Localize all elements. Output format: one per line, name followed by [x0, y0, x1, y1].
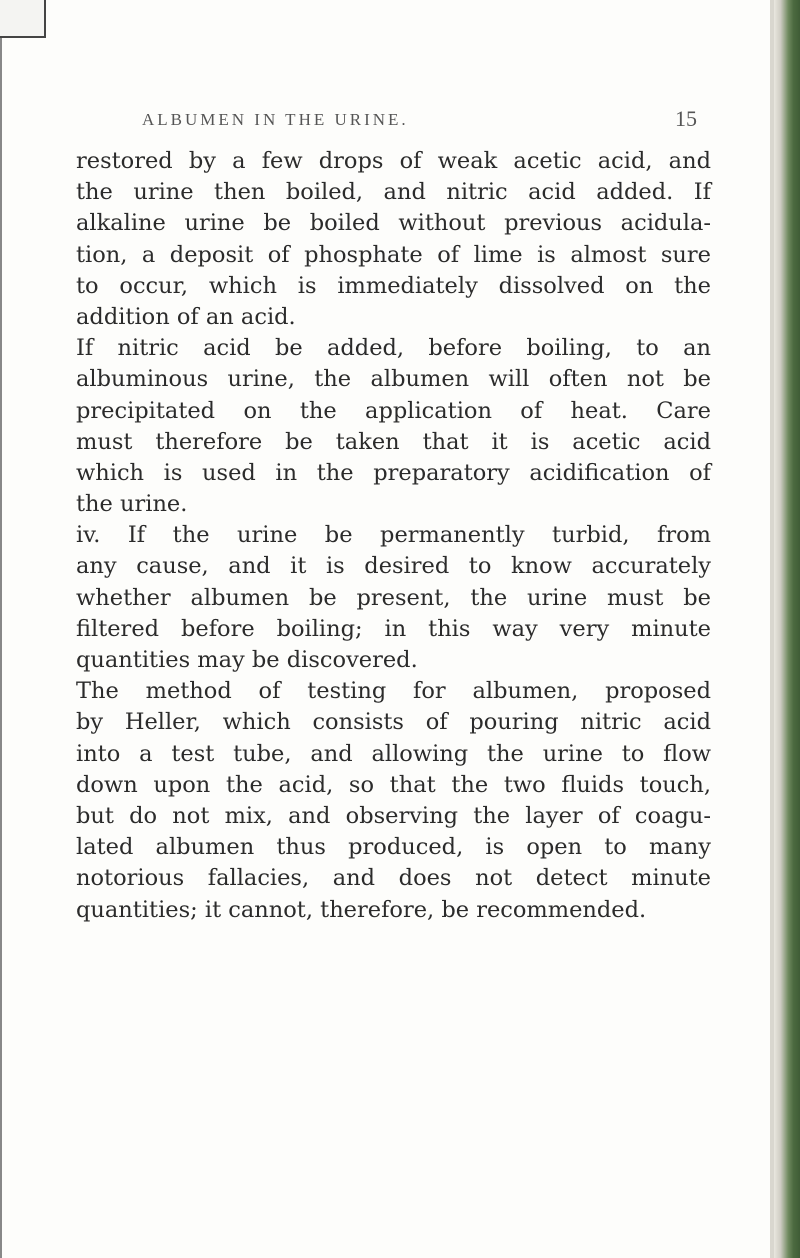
body-text	[76, 146, 711, 926]
text-line: albuminous urine, the albumen will often not be	[76, 366, 711, 393]
running-head: ALBUMEN IN THE URINE.	[142, 110, 409, 129]
page-left-edge	[0, 38, 2, 1258]
book-spine	[774, 0, 800, 1258]
text-line: tion, a deposit of phosphate of lime is almost sure	[76, 241, 711, 268]
text-line: must therefore be taken that it is acetic acid	[76, 428, 711, 455]
text-line: alkaline urine be boiled without previous acidula-	[76, 210, 711, 237]
text-line: but do not mix, and observing the layer of coagu-	[76, 802, 711, 829]
text-line: into a test tube, and allowing the urine to flow	[76, 740, 711, 767]
text-line: quantities may be discovered.	[76, 647, 418, 673]
text-line: the urine.	[76, 491, 188, 518]
text-line: iv. If the urine be permanently turbid, from	[76, 522, 711, 549]
text-line: filtered before boiling; in this way very minute	[76, 615, 711, 642]
text-line: The method of testing for albumen, proposed	[76, 678, 711, 705]
text-line: lated albumen thus produced, is open to many	[76, 834, 711, 861]
text-line: any cause, and it is desired to know accurately	[76, 553, 711, 580]
text-line: precipitated on the application of heat. Care	[76, 397, 711, 424]
text-line: If nitric acid be added, before boiling, to an	[76, 335, 711, 362]
text-line: by Heller, which consists of pouring nitric acid	[76, 709, 711, 736]
text-line: restored by a few drops of weak acetic acid, and	[76, 148, 711, 174]
page-number: 15	[675, 106, 697, 131]
text-line: whether albumen be present, the urine must be	[76, 584, 711, 611]
text-line: notorious fallacies, and does not detect minute	[76, 865, 711, 892]
text-line: addition of an acid.	[76, 303, 296, 330]
text-line: to occur, which is immediately dissolved on the	[76, 272, 711, 299]
text-line: down upon the acid, so that the two fluids touch,	[76, 771, 711, 798]
page-corner-mark	[0, 0, 46, 38]
text-line: the urine then boiled, and nitric acid added. If	[76, 179, 711, 206]
text-line: quantities; it cannot, therefore, be recommended.	[76, 896, 647, 923]
text-line: which is used in the preparatory acidification of	[76, 459, 711, 486]
page-header	[142, 106, 697, 140]
